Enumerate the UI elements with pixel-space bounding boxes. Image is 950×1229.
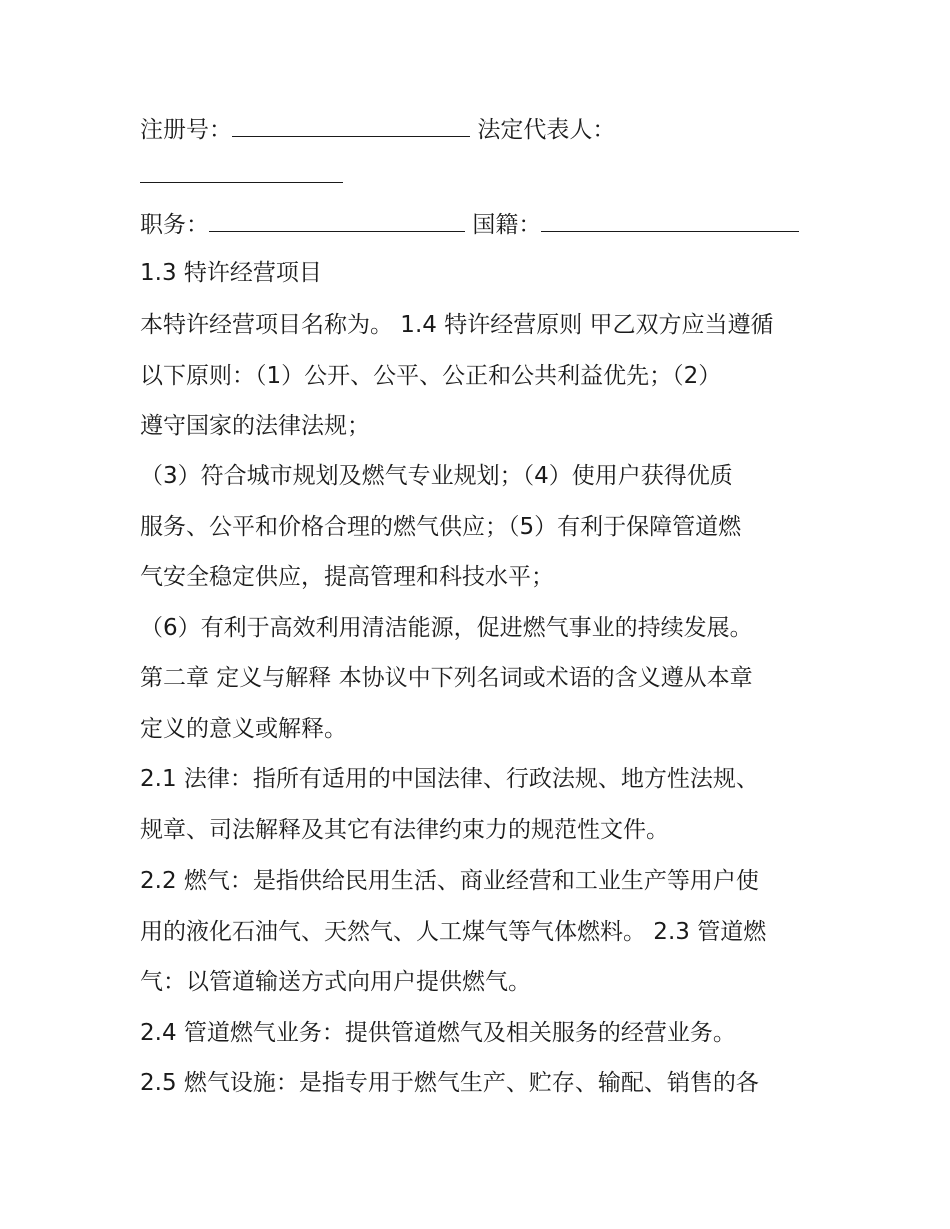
- position-label: 职务：: [140, 212, 209, 238]
- text-line: 2.5 燃气设施：是指专用于燃气生产、贮存、输配、销售的各: [140, 1070, 759, 1096]
- text-line: 本特许经营项目名称为。 1.4 特许经营原则 甲乙双方应当遵循: [140, 312, 774, 338]
- nationality-label: 国籍：: [472, 212, 542, 238]
- legal-rep-blank: [140, 160, 343, 183]
- text-line: 以下原则：（1）公开、公平、公正和公共利益优先；（2）: [140, 363, 722, 389]
- legal-rep-row: [140, 160, 343, 191]
- text-line: 服务、公平和价格合理的燃气供应；（5）有利于保障管道燃: [140, 514, 742, 540]
- position-blank: [209, 209, 465, 232]
- registration-label: 注册号：: [140, 117, 232, 143]
- text-line: 气：以管道输送方式向用户提供燃气。: [140, 969, 531, 995]
- text-line: 2.1 法律：指所有适用的中国法律、行政法规、地方性法规、: [140, 766, 759, 792]
- text-line: 2.4 管道燃气业务：提供管道燃气及相关服务的经营业务。: [140, 1020, 736, 1046]
- legal-rep-label: 法定代表人：: [477, 117, 616, 143]
- text-line: 气安全稳定供应，提高管理和科技水平；: [140, 564, 554, 590]
- registration-blank: [232, 114, 470, 137]
- text-line: 定义的意义或解释。: [140, 716, 347, 742]
- text-line: 用的液化石油气、天然气、人工煤气等气体燃料。 2.3 管道燃: [140, 919, 767, 945]
- nationality-blank: [541, 209, 799, 232]
- text-line: 1.3 特许经营项目: [140, 260, 322, 286]
- text-line: 规章、司法解释及其它有法律约束力的规范性文件。: [140, 817, 669, 843]
- registration-row: [140, 114, 615, 145]
- text-line: 遵守国家的法律法规；: [140, 413, 370, 439]
- text-line: 2.2 燃气：是指供给民用生活、商业经营和工业生产等用户使: [140, 868, 759, 894]
- text-line: 第二章 定义与解释 本协议中下列名词或术语的含义遵从本章: [140, 665, 753, 691]
- text-line: （3）符合城市规划及燃气专业规划；（4）使用户获得优质: [140, 463, 733, 489]
- position-row: [140, 209, 799, 240]
- text-line: （6）有利于高效利用清洁能源，促进燃气事业的持续发展。: [140, 615, 753, 641]
